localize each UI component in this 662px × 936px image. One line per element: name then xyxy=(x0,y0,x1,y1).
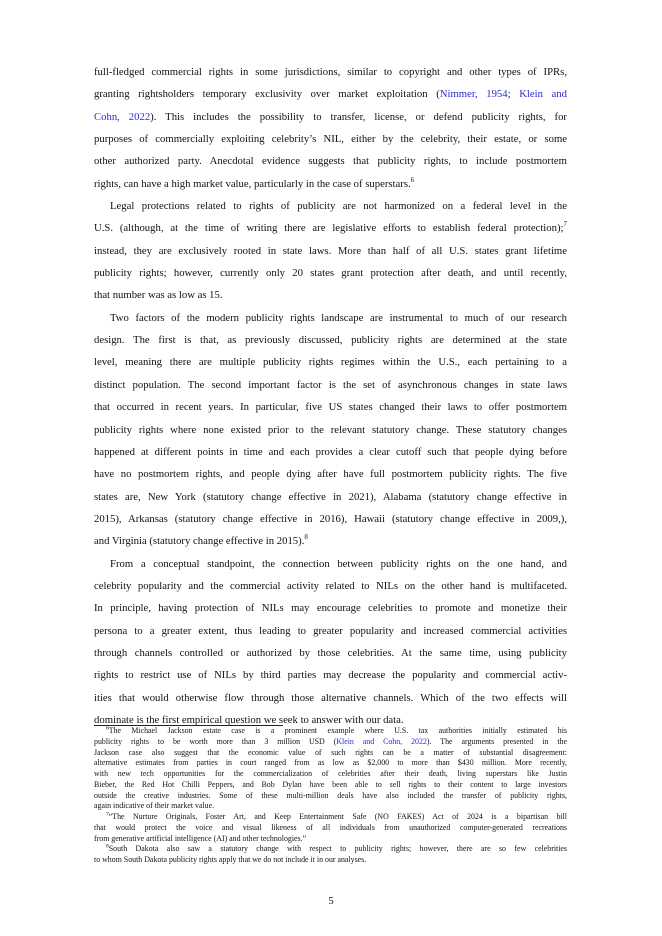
text-line xyxy=(94,150,567,172)
text-span: full-fledged commercial rights in some jurisdictions, similar to copyright and other types of IPRs, xyxy=(94,66,567,78)
text-span: rights to restrict use of NILs by third parties may decrease the popularity and commercial activ- xyxy=(94,669,567,682)
text-span: “The Nurture Originals, Foster Art, and Keep Entertainment Safe (NO FAKES) Act of 2024 is a bipartisan bill xyxy=(108,812,567,821)
text-span: celebrity popularity and the commercial activity related to NILs on the other hand is multifaceted. xyxy=(94,579,567,592)
text-line xyxy=(94,726,567,737)
text-span: with new tech opportunities for the commercialization of celebrities after their death, living superstars like Justin xyxy=(94,769,567,778)
text-span: dominate is the first empirical question we seek to answer with our data. xyxy=(94,713,404,726)
text-span: rights, can have a high market value, particularly in the case of superstars. xyxy=(94,177,411,190)
text-line xyxy=(94,780,567,791)
paragraph xyxy=(94,195,567,307)
text-line xyxy=(94,217,567,239)
text-span: granting rightsholders temporary exclusivity over market exploitation ( xyxy=(94,88,440,101)
footnote-marker[interactable]: 8 xyxy=(304,533,308,542)
text-line xyxy=(94,83,567,105)
text-line xyxy=(94,758,567,769)
text-line xyxy=(94,737,567,748)
text-line xyxy=(94,284,567,306)
text-span: have no postmortem rights, and people dying after have full postmortem publicity rights. The five xyxy=(94,468,567,481)
text-line xyxy=(94,687,567,709)
footnote xyxy=(94,844,567,866)
text-line xyxy=(94,834,567,845)
citation-link[interactable]: Cohn, 2022 xyxy=(94,110,151,123)
text-line xyxy=(94,128,567,150)
text-span: Bieber, the Red Hot Chilli Peppers, and Bob Dylan have been able to sell rights to their content to large investors xyxy=(94,779,567,789)
text-span: that would protect the voice and visual likeness of all individuals from unauthorized computer-generated recreations xyxy=(94,822,567,832)
text-span: other authorized party. Anecdotal evidence suggests that publicity rights, to include postmortem xyxy=(94,155,567,168)
text-span: happened at different points in time and each provides a clear cutoff such that people dying before xyxy=(94,445,567,458)
text-span: distinct population. The second important factor is the set of asynchronous changes in state laws xyxy=(94,378,567,391)
text-span: ; xyxy=(507,88,520,101)
footnote-marker[interactable]: 8 xyxy=(106,843,109,850)
text-line xyxy=(94,262,567,284)
text-span: Jackson case also suggest that the economic value of such rights can be a matter of substantial disagreement: xyxy=(94,747,567,757)
text-line xyxy=(94,530,567,552)
text-line xyxy=(94,620,567,642)
text-line xyxy=(94,791,567,802)
text-line xyxy=(94,463,567,485)
text-span: In principle, having protection of NILs may encourage celebrities to promote and monetize their xyxy=(94,602,567,615)
text-span: and Virginia (statutory change effective in 2015). xyxy=(94,535,305,548)
page-number: 5 xyxy=(328,895,334,907)
text-span: alternative estimates from parties in court ranged from as low as $2,000 to more than $430 million. More recently, xyxy=(94,758,567,768)
text-line xyxy=(94,575,567,597)
text-span: purposes of commercially exploiting celebrity’s NIL, either by the celebrity, their estate, or some xyxy=(94,133,567,146)
text-span: to whom South Dakota publicity rights apply that we do not include it in our analyses. xyxy=(94,855,367,864)
text-span: The Michael Jackson estate case is a prominent example where U.S. tax authorities initially estimated his xyxy=(108,726,567,735)
text-span: from generative artificial intelligence (AI) and other technologies.” xyxy=(94,833,307,843)
citation-link[interactable]: Klein and Cohn, 2022 xyxy=(336,736,427,746)
text-line xyxy=(94,597,567,619)
text-span: publicity rights to be worth more than 3 million USD ( xyxy=(94,736,337,746)
text-span: South Dakota also saw a statutory change with respect to publicity rights; however, there are so few celebrities xyxy=(108,844,567,854)
text-span: design. The first is that, as previously discussed, publicity rights are determined at the state xyxy=(94,334,567,347)
text-line xyxy=(94,642,567,664)
footnote-marker[interactable]: 7 xyxy=(563,220,567,229)
text-line xyxy=(94,486,567,508)
text-span: again indicative of their market value. xyxy=(94,801,215,811)
text-span: that number was as low as 15. xyxy=(94,289,223,302)
text-line xyxy=(94,419,567,441)
footnote xyxy=(94,726,567,812)
footnote-marker[interactable]: 6 xyxy=(106,725,109,732)
paragraph xyxy=(94,61,567,195)
footnote-marker[interactable]: 6 xyxy=(410,175,415,184)
text-span: persona to a greater extent, thus leading to greater popularity and increased commercial activities xyxy=(94,624,567,637)
text-line xyxy=(94,240,567,262)
text-span: publicity rights; however, currently only 20 states grant protection after death, and until recently, xyxy=(94,267,567,280)
text-line xyxy=(94,812,567,823)
text-line xyxy=(94,396,567,418)
text-span: outside the creative industries. Some of these multi-million deals have also included the transfer of publicity rights, xyxy=(94,790,567,800)
text-line xyxy=(94,508,567,530)
text-line xyxy=(94,329,567,351)
text-line xyxy=(94,106,567,128)
text-span: states are, New York (statutory change effective in 2021), Alabama (statutory change effective in xyxy=(94,490,567,503)
text-line xyxy=(94,855,567,866)
text-span: ). The arguments presented in the xyxy=(426,736,567,746)
text-line xyxy=(94,664,567,686)
footnote xyxy=(94,812,567,844)
text-line xyxy=(94,553,567,575)
text-span: Two factors of the modern publicity rights landscape are instrumental to much of our research xyxy=(110,311,567,324)
text-line xyxy=(94,173,567,195)
text-span: From a conceptual standpoint, the connection between publicity rights on the one hand, and xyxy=(110,557,567,570)
text-line xyxy=(94,351,567,373)
text-line xyxy=(94,748,567,759)
text-line xyxy=(94,195,567,217)
text-line xyxy=(94,769,567,780)
paragraph xyxy=(94,553,567,732)
footnote-marker[interactable]: 7 xyxy=(106,811,109,818)
text-span: U.S. (although, at the time of writing there are legislative efforts to establish federal protection); xyxy=(94,222,564,235)
text-span: instead, they are exclusively rooted in state laws. More than half of all U.S. states grant lifetime xyxy=(94,244,567,257)
text-span: 2015), Arkansas (statutory change effective in 2016), Hawaii (statutory change effective in 2009,), xyxy=(94,512,567,525)
text-span: level, meaning there are multiple publicity rights regimes within the U.S., each pertaining to a xyxy=(94,356,567,369)
text-line xyxy=(94,61,567,83)
text-line xyxy=(94,441,567,463)
citation-link[interactable]: Nimmer, 1954 xyxy=(439,88,508,101)
text-line xyxy=(94,307,567,329)
paragraph xyxy=(94,307,567,553)
text-span: ). This includes the possibility to transfer, license, or defend publicity rights, for xyxy=(150,110,567,123)
text-span: publicity rights where none existed prior to the relevant statutory change. These statutory changes xyxy=(94,423,567,436)
text-span: through channels controlled or authorized by those celebrities. At the same time, using publicity xyxy=(94,646,567,659)
body-text xyxy=(94,61,567,731)
citation-link[interactable]: Klein and xyxy=(519,88,567,101)
text-line xyxy=(94,374,567,396)
text-line xyxy=(94,844,567,855)
text-span: that occurred in recent years. In particular, five US states changed their laws to offer postmortem xyxy=(94,401,567,414)
text-line xyxy=(94,823,567,834)
footnotes xyxy=(94,726,567,866)
text-span: ities that would otherwise flow through those alternative channels. Which of the two effects will xyxy=(94,691,567,704)
text-line xyxy=(94,801,567,812)
text-span: Legal protections related to rights of publicity are not harmonized on a federal level in the xyxy=(110,200,567,213)
